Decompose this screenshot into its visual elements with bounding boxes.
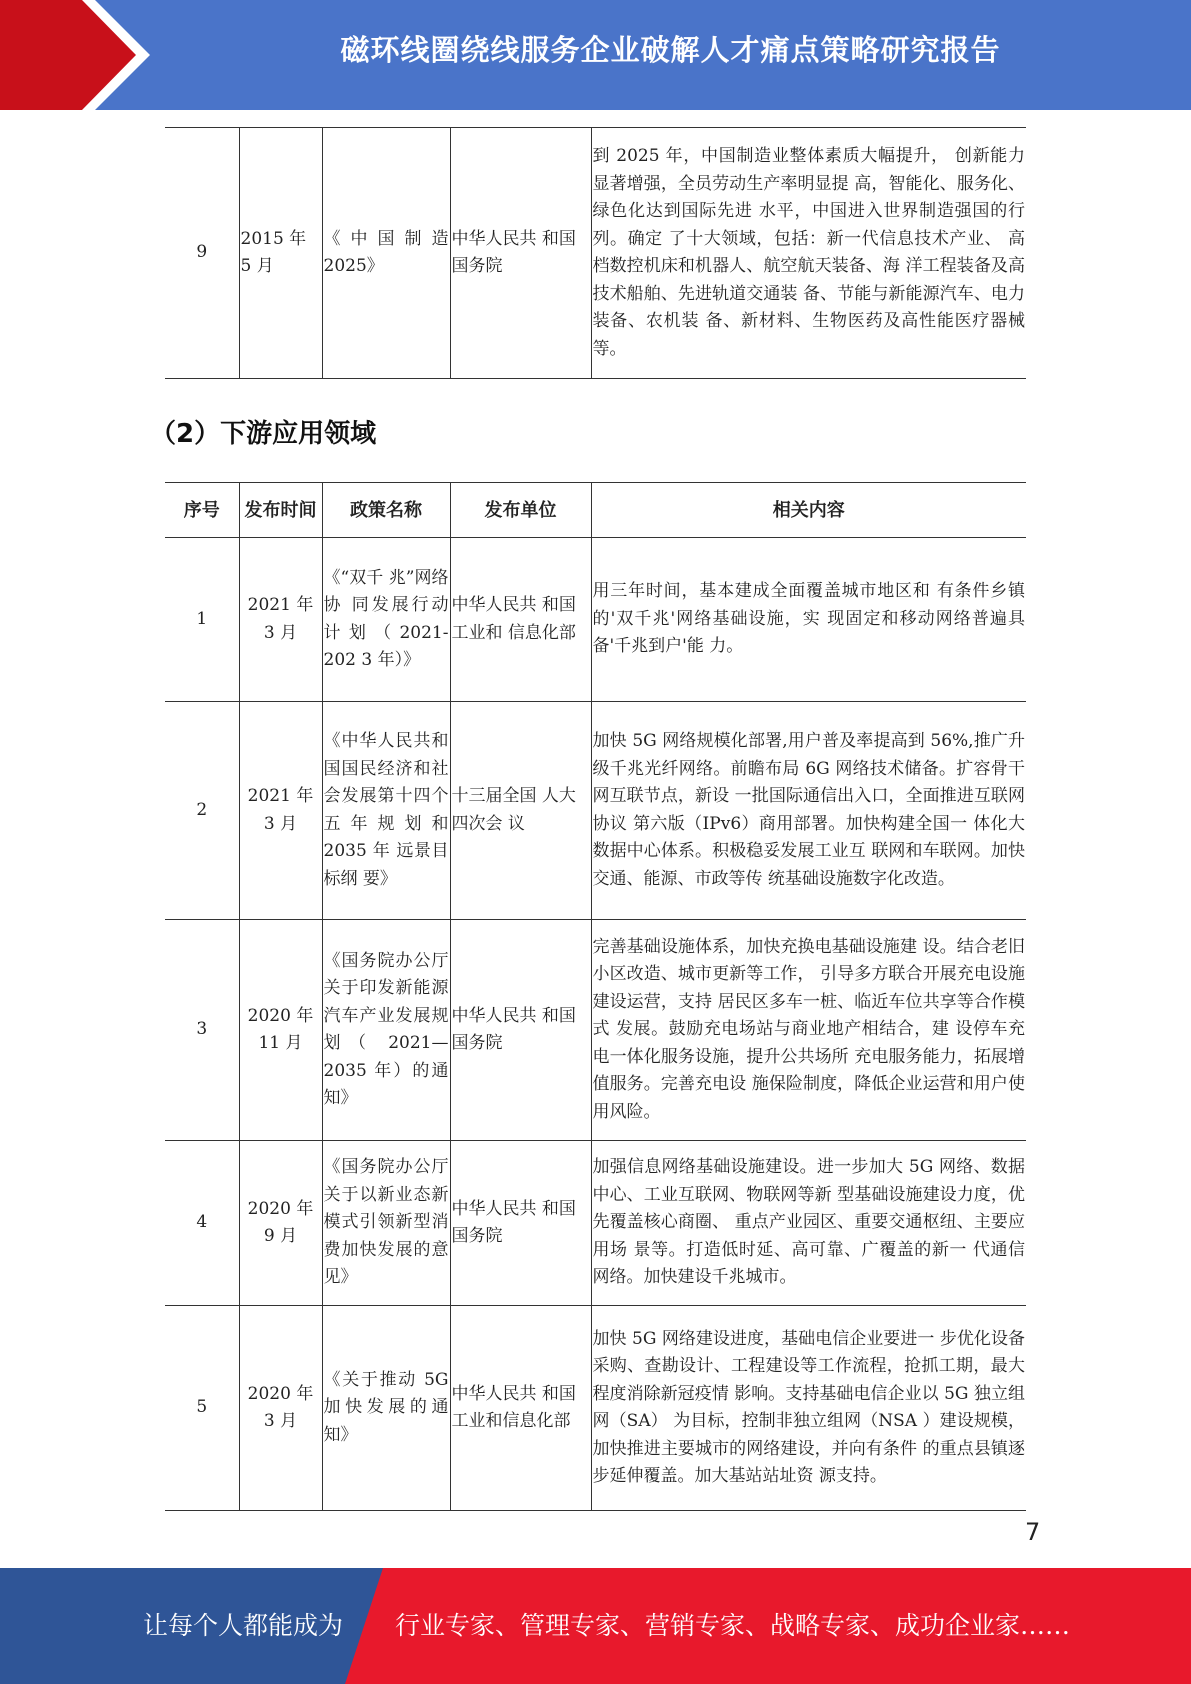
cell-content: 完善基础设施体系，加快充换电基础设施建 设。结合老旧小区改造、城市更新等工作， 引导多方联合开展充电设施建设运营，支持 居民区多车一桩、临近车位共享等合作模式 发展。鼓励充电场站与商业地产相结合，建 设停车充电一体化服务设施，提升公共场所 充电服务能力，拓展增值服务。完善充电设 施保险制度，降低企业运营和用户使用风险。 bbox=[591, 920, 1026, 1141]
cell-content: 用三年时间，基本建成全面覆盖城市地区和 有条件乡镇的'双千兆'网络基础设施，实 现固定和移动网络普遍具备'千兆到户'能 力。 bbox=[591, 538, 1026, 702]
header-policy-name: 政策名称 bbox=[322, 483, 450, 538]
cell-no: 4 bbox=[165, 1141, 239, 1306]
page-number: 7 bbox=[1025, 1518, 1041, 1546]
cell-org: 中华人民共 和国国务院 bbox=[450, 1141, 591, 1306]
cell-content: 加快 5G 网络规模化部署,用户普及率提高到 56%,推广升级千兆光纤网络。前瞻布局 6G 网络技术储备。扩容骨干网互联节点，新设 一批国际通信出入口，全面推进互联网协议 第六版（IPv6）商用部署。加快构建全国一 体化大数据中心体系。积极稳妥发展工业互 联网和车联网。加快交通、能源、市政等传 统基础设施数字化改造。 bbox=[591, 702, 1026, 920]
page-footer bbox=[0, 1568, 1191, 1684]
table-row bbox=[165, 702, 1026, 920]
cell-content: 加快 5G 网络建设进度，基础电信企业要进一 步优化设备采购、查勘设计、工程建设等工作流程，抢抓工期，最大程度消除新冠疫情 影响。支持基础电信企业以 5G 独立组网（SA） 为目标，控制非独立组网（NSA ）建设规模， 加快推进主要城市的网络建设，并向有条件 的重点县镇逐步延伸覆盖。加大基站站址资 源支持。 bbox=[591, 1306, 1026, 1511]
policy-table-upper bbox=[165, 127, 1026, 379]
table-row bbox=[165, 128, 1026, 379]
cell-no: 3 bbox=[165, 920, 239, 1141]
table-header-row bbox=[165, 483, 1026, 538]
cell-date: 2020 年 11 月 bbox=[239, 920, 322, 1141]
cell-policy-name: 《中国制造 2025》 bbox=[322, 128, 450, 379]
cell-policy-name: 《国务院办公厅关于以新业态新模式引领新型消费加快发展的意见》 bbox=[322, 1141, 450, 1306]
header-org: 发布单位 bbox=[450, 483, 591, 538]
cell-policy-name: 《国务院办公厅关于印发新能源汽车产业发展规划（ 2021—2035 年）的通知》 bbox=[322, 920, 450, 1141]
cell-date: 2015 年 5 月 bbox=[239, 128, 322, 379]
cell-date: 2021 年 3 月 bbox=[239, 538, 322, 702]
page-header bbox=[0, 0, 1191, 110]
cell-org: 中华人民共 和国国务院 bbox=[450, 128, 591, 379]
table-row bbox=[165, 1141, 1026, 1306]
cell-org: 中华人民共 和国工业和 信息化部 bbox=[450, 538, 591, 702]
cell-policy-name: 《“双千 兆”网络协 同发展行动 计划（2021-202 3 年）》 bbox=[322, 538, 450, 702]
table-row bbox=[165, 538, 1026, 702]
cell-date: 2020 年 9 月 bbox=[239, 1141, 322, 1306]
cell-content: 到 2025 年，中国制造业整体素质大幅提升， 创新能力显著增强，全员劳动生产率明显提 高，智能化、服务化、绿色化达到国际先进 水平，中国进入世界制造强国的行列。确定 了十大领域，包括：新一代信息技术产业、 高档数控机床和机器人、航空航天装备、海 洋工程装备及高技术船舶、先进轨道交通装 备、节能与新能源汽车、电力装备、农机装 备、新材料、生物医药及高性能医疗器械等。 bbox=[591, 128, 1026, 379]
cell-no: 2 bbox=[165, 702, 239, 920]
cell-policy-name: 《中华人民共和国国民经济和社会发展第十四个五年规划和 2035 年 远景目标纲 要》 bbox=[322, 702, 450, 920]
cell-org: 十三届全国 人大四次会 议 bbox=[450, 702, 591, 920]
cell-org: 中华人民共 和国国务院 bbox=[450, 920, 591, 1141]
cell-no: 9 bbox=[165, 128, 239, 379]
table-row bbox=[165, 1306, 1026, 1511]
cell-policy-name: 《关于推动 5G 加快发展的通知》 bbox=[322, 1306, 450, 1511]
header-no: 序号 bbox=[165, 483, 239, 538]
cell-date: 2020 年 3 月 bbox=[239, 1306, 322, 1511]
cell-date: 2021 年 3 月 bbox=[239, 702, 322, 920]
policy-table-downstream bbox=[165, 482, 1026, 1511]
section-heading: （2）下游应用领域 bbox=[150, 419, 377, 449]
header-date: 发布时间 bbox=[239, 483, 322, 538]
cell-no: 5 bbox=[165, 1306, 239, 1511]
footer-slogan-left: 让每个人都能成为 bbox=[143, 1611, 344, 1640]
header-content: 相关内容 bbox=[591, 483, 1026, 538]
table-row bbox=[165, 920, 1026, 1141]
cell-content: 加强信息网络基础设施建设。进一步加大 5G 网络、数据中心、工业互联网、物联网等新 型基础设施建设力度，优先覆盖核心商圈、 重点产业园区、重要交通枢纽、主要应用场 景等。打造低时延、高可靠、广覆盖的新一 代通信网络。加快建设千兆城市。 bbox=[591, 1141, 1026, 1306]
header-arrow-icon bbox=[0, 0, 150, 110]
cell-no: 1 bbox=[165, 538, 239, 702]
footer-slogan-right: 行业专家、管理专家、营销专家、战略专家、成功企业家…… bbox=[395, 1611, 1071, 1640]
cell-org: 中华人民共 和国工业和信息化部 bbox=[450, 1306, 591, 1511]
report-title: 磁环线圈绕线服务企业破解人才痛点策略研究报告 bbox=[340, 33, 1001, 67]
